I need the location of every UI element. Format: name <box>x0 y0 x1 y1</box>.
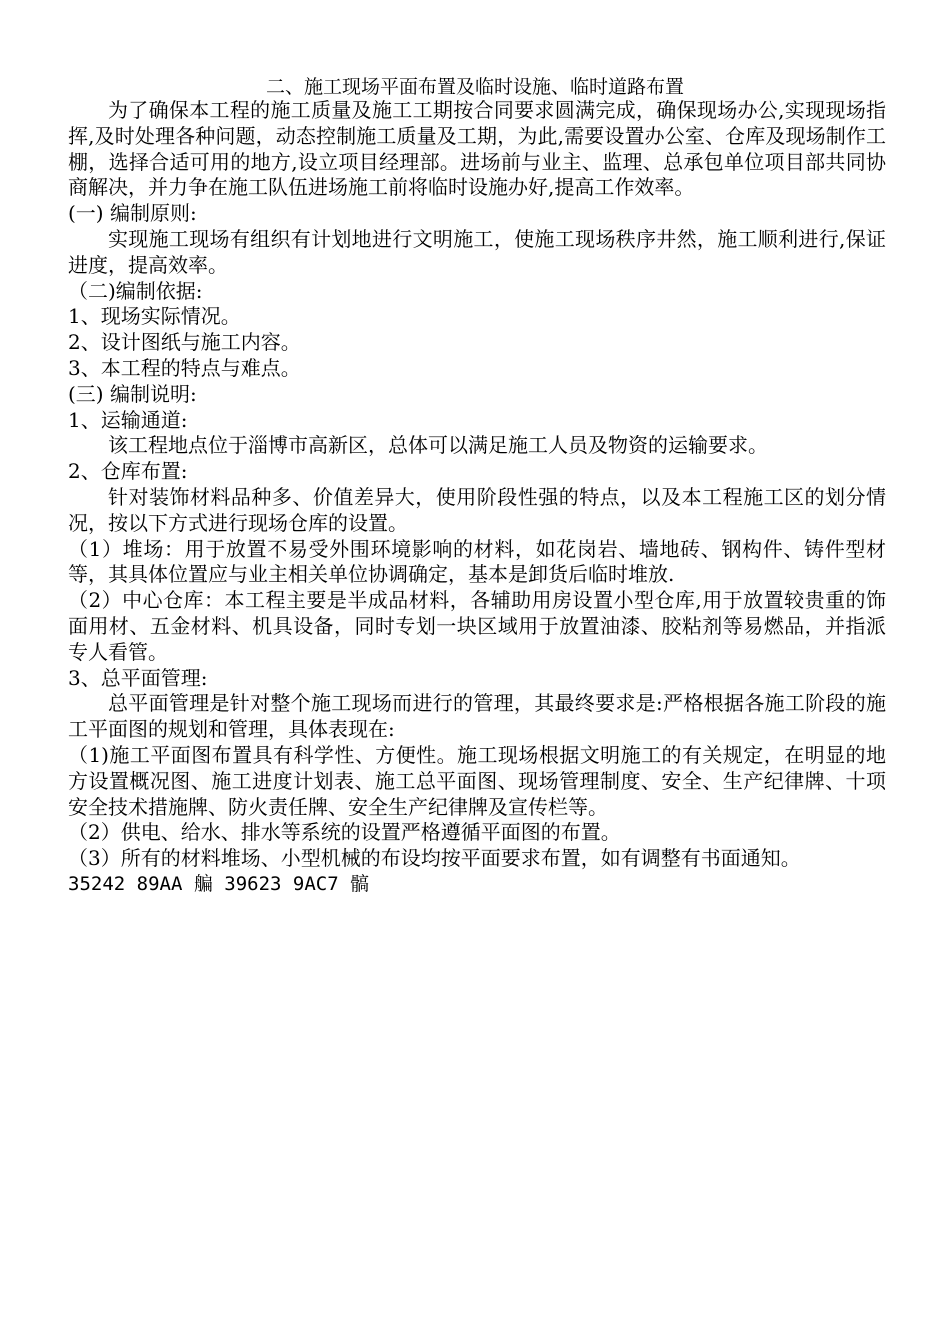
plan-item: （2）供电、给水、排水等系统的设置严格遵循平面图的布置。 <box>68 820 621 845</box>
section1-heading: (一) 编制原则: <box>68 201 197 226</box>
section2-heading: （二)编制依据: <box>68 278 203 303</box>
warehouse-yard-paragraph: （1）堆场：用于放置不易受外围环境影响的材料，如花岗岩、墙地砖、钢构件、铸件型材等，其具体位置应与业主相关单位协调确定，基本是卸货后临时堆放. <box>68 536 886 587</box>
trailing-codes: 35242 89AA 艑 39623 9AC7 髇 <box>68 872 370 895</box>
transport-heading: 1、运输通道: <box>68 407 188 432</box>
warehouse-center-paragraph: （2）中心仓库：本工程主要是半成品材料，各辅助用房设置小型仓库,用于放置较贵重的饰面用材、五金材料、机具设备，同时专划一块区域用于放置油漆、胶粘剂等易燃品，并指派专人看管。 <box>68 588 886 664</box>
transport-paragraph: 该工程地点位于淄博市高新区，总体可以满足施工人员及物资的运输要求。 <box>108 433 768 458</box>
document-body <box>68 98 886 898</box>
section1-paragraph: 实现施工现场有组织有计划地进行文明施工，使施工现场秩序井然，施工顺利进行,保证进度，提高效率。 <box>68 226 886 277</box>
plan-item: （3）所有的材料堆场、小型机械的布设均按平面要求布置，如有调整有书面通知。 <box>68 846 801 871</box>
list-item: 1、现场实际情况。 <box>68 304 241 329</box>
plan-paragraph: 总平面管理是针对整个施工现场而进行的管理，其最终要求是:严格根据各施工阶段的施工平面图的规划和管理，具体表现在: <box>68 691 886 742</box>
section3-heading: (三) 编制说明: <box>68 381 197 406</box>
plan-item: （1)施工平面图布置具有科学性、方便性。施工现场根据文明施工的有关规定，在明显的地方设置概况图、施工进度计划表、施工总平面图、现场管理制度、安全、生产纪律牌、十项安全技术措施牌、防火责任牌、安全生产纪律牌及宣传栏等。 <box>68 742 886 819</box>
document-title: 二、施工现场平面布置及临时设施、临时道路布置 <box>265 76 684 98</box>
warehouse-paragraph: 针对装饰材料品种多、价值差异大，使用阶段性强的特点，以及本工程施工区的划分情况，按以下方式进行现场仓库的设置。 <box>68 484 886 535</box>
intro-paragraph: 为了确保本工程的施工质量及施工工期按合同要求圆满完成，确保现场办公,实现现场指挥,及时处理各种问题，动态控制施工质量及工期，为此,需要设置办公室、仓库及现场制作工棚，选择合适可用的地方,设立项目经理部。进场前与业主、监理、总承包单位项目部共同协商解决，并力争在施工队伍进场施工前将临时设施办好,提高工作效率。 <box>68 98 886 200</box>
list-item: 3、本工程的特点与难点。 <box>68 355 301 380</box>
plan-heading: 3、总平面管理: <box>68 665 208 690</box>
list-item: 2、设计图纸与施工内容。 <box>68 330 301 355</box>
warehouse-heading: 2、仓库布置: <box>68 459 188 484</box>
